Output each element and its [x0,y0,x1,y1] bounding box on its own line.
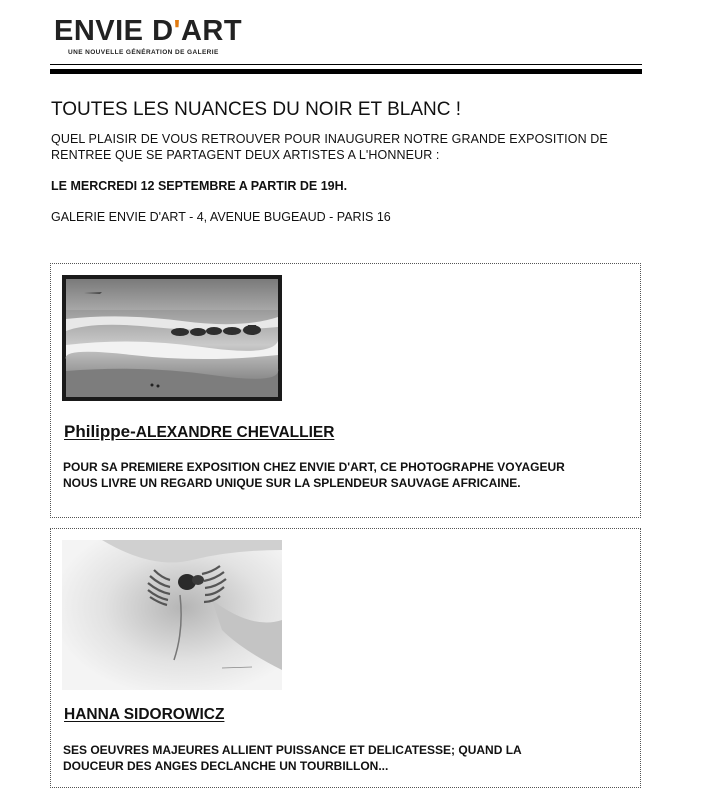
artist-last-name: ALEXANDRE CHEVALLIER [135,424,335,441]
artist-first-name: Philippe- [64,422,136,441]
artist-description-sidorowicz: SES OEUVRES MAJEURES ALLIENT PUISSANCE ET DELICATESSE; QUAND LA DOUCEUR DES ANGES DECLANCHE UN TOURBILLON... [63,743,522,773]
event-date: LE MERCREDI 12 SEPTEMBRE A PARTIR DE 19H. [51,179,348,193]
gallery-address: GALERIE ENVIE D'ART - 4, AVENUE BUGEAUD - PARIS 16 [51,210,391,224]
logo-tagline: UNE NOUVELLE GÉNÉRATION DE GALERIE [68,49,219,56]
artist-name-chevallier[interactable] [64,422,334,442]
intro-text: QUEL PLAISIR DE VOUS RETROUVER POUR INAUGURER NOTRE GRANDE EXPOSITION DE RENTREE QUE SE PARTAGENT DEUX ARTISTES A L'HONNEUR : [51,132,608,162]
headline: TOUTES LES NUANCES DU NOIR ET BLANC ! [51,99,461,120]
artist-photo-landscape[interactable] [62,275,282,401]
artist-name-sidorowicz[interactable]: HANNA SIDOROWICZ [64,706,225,723]
artist-card-chevallier [50,263,641,518]
artist-artwork-abstract[interactable] [62,540,282,690]
logo-title: ENVIE D'ART [54,15,243,47]
artist-card-sidorowicz [50,528,641,788]
header-divider-thin [50,64,642,65]
intro-section [51,99,651,225]
logo-apostrophe: ' [173,15,181,47]
gallery-logo[interactable] [54,16,242,56]
artist-description-chevallier: POUR SA PREMIERE EXPOSITION CHEZ ENVIE D'ART, CE PHOTOGRAPHE VOYAGEUR NOUS LIVRE UN REGARD UNIQUE SUR LA SPLENDEUR SAUVAGE AFRICAINE. [63,460,565,490]
header-divider-thick [50,69,642,74]
